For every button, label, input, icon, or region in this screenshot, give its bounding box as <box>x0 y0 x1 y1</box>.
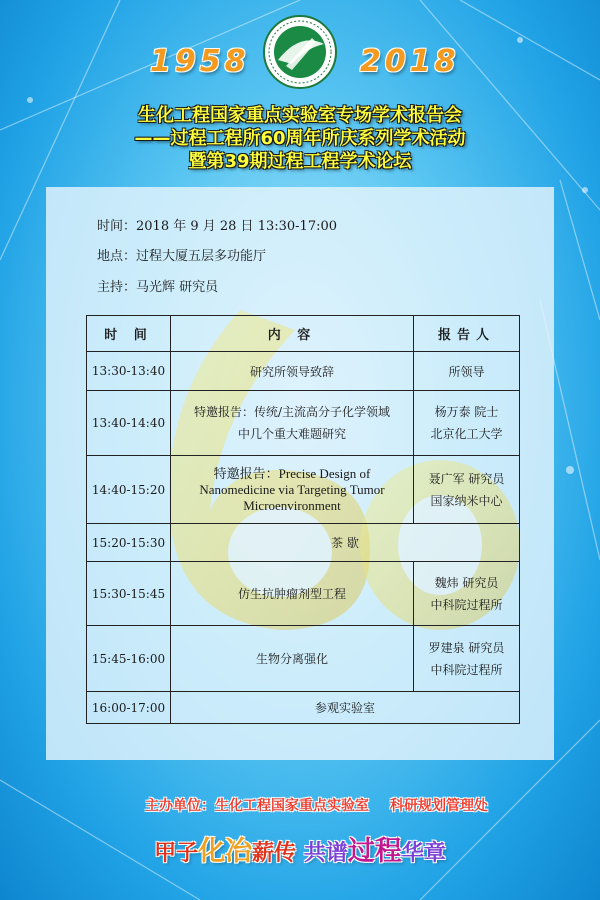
table-header-row <box>87 316 520 352</box>
start-year: 1958 <box>150 44 250 79</box>
row-time: 15:30-15:45 <box>87 562 171 626</box>
row-speaker <box>414 562 520 626</box>
content-line: 中几个重大难题研究 <box>237 427 346 441</box>
header-speaker: 报告人 <box>414 316 520 352</box>
row-speaker <box>414 352 520 391</box>
anniversary-slogan <box>0 829 600 868</box>
event-location: 地点：过程大厦五层多功能厅 <box>97 249 267 264</box>
row-content <box>171 562 414 626</box>
slogan-part: 华章 <box>401 841 446 866</box>
row-content <box>171 626 414 692</box>
row-time: 13:40-14:40 <box>87 391 171 456</box>
end-year: 2018 <box>360 44 460 79</box>
row-time: 16:00-17:00 <box>87 692 171 724</box>
table-row <box>87 626 520 692</box>
schedule-table <box>86 315 520 724</box>
content-line: 仿生抗肿瘤剂型工程 <box>237 587 346 601</box>
row-content <box>171 352 414 391</box>
row-content <box>171 524 520 562</box>
content-line: 茶 歇 <box>331 536 359 550</box>
content-line: 生物分离强化 <box>255 652 328 666</box>
event-title-block <box>0 104 600 173</box>
row-time: 15:20-15:30 <box>87 524 171 562</box>
slogan-part: 化冶 <box>198 836 253 867</box>
title-line-3: 暨第39期过程工程学术论坛 <box>188 151 412 172</box>
table-row <box>87 562 520 626</box>
row-time: 13:30-13:40 <box>87 352 171 391</box>
title-line-1: 生化工程国家重点实验室专场学术报告会 <box>138 105 462 126</box>
row-speaker <box>414 626 520 692</box>
table-row <box>87 391 520 456</box>
table-row <box>87 524 520 562</box>
content-line: 研究所领导致辞 <box>249 364 334 379</box>
table-row <box>87 692 520 724</box>
content-line: Microenvironment <box>243 497 341 513</box>
event-host: 主持：马光辉 研究员 <box>97 280 219 295</box>
content-line: Nanomedicine via Targeting Tumor <box>199 481 385 497</box>
row-content <box>171 391 414 456</box>
organizer-secondary: 科研规划管理处 <box>390 798 488 814</box>
speaker-line: 聂广军 研究员 <box>428 471 505 486</box>
slogan-part: 过程 <box>347 836 402 867</box>
slogan-part: 薪传 <box>252 841 304 866</box>
row-content <box>171 456 414 524</box>
header-time: 时 间 <box>87 316 171 352</box>
row-time: 15:45-16:00 <box>87 626 171 692</box>
speaker-line: 杨万泰 院士 <box>434 405 499 419</box>
speaker-line: 北京化工大学 <box>430 427 503 441</box>
header-content: 内 容 <box>171 316 414 352</box>
content-line: 参观实验室 <box>314 701 375 715</box>
organizer-primary: 主办单位：生化工程国家重点实验室 <box>145 798 369 814</box>
slogan-part: 共谱 <box>303 841 348 866</box>
row-speaker <box>414 391 520 456</box>
speaker-line: 国家纳米中心 <box>430 493 503 508</box>
table-row <box>87 352 520 391</box>
event-time: 时间：2018 年 9 月 28 日 13:30-17:00 <box>97 219 338 234</box>
slogan-part: 甲子 <box>154 841 199 866</box>
speaker-line: 中科院过程所 <box>430 662 503 677</box>
speaker-line: 罗建泉 研究员 <box>428 640 505 655</box>
speaker-line: 魏炜 研究员 <box>434 575 499 590</box>
table-row <box>87 456 520 524</box>
speaker-line: 中科院过程所 <box>430 597 503 612</box>
title-line-2: ——过程工程所60周年所庆系列学术活动 <box>134 128 466 149</box>
content-line: 特邀报告：传统/主流高分子化学领域 <box>193 405 391 419</box>
institute-emblem-icon <box>262 14 338 90</box>
row-time: 14:40-15:20 <box>87 456 171 524</box>
row-speaker <box>414 456 520 524</box>
content-line: 特邀报告：Precise Design of <box>213 465 371 481</box>
row-content <box>171 692 520 724</box>
speaker-line: 所领导 <box>448 364 485 379</box>
